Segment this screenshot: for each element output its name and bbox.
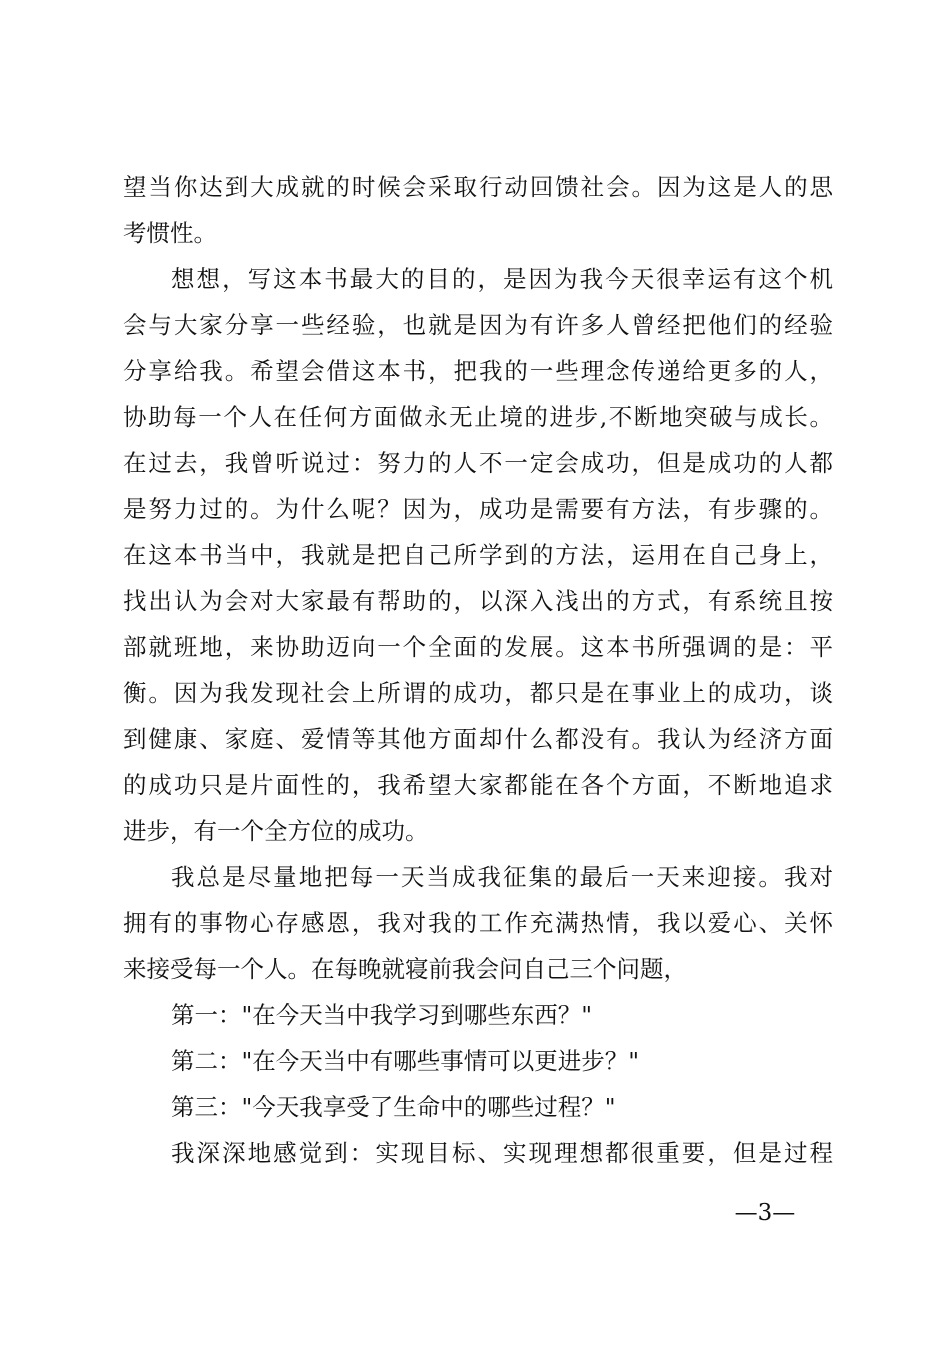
text-line: 会与大家分享一些经验，也就是因为有许多人曾经把他们的经验	[123, 311, 833, 339]
text-line: 考惯性。	[123, 219, 217, 247]
text-line: 望当你达到大成就的时候会采取行动回馈社会。因为这是人的思	[123, 173, 833, 201]
text-line: 找出认为会对大家最有帮助的，以深入浅出的方式，有系统且按	[123, 587, 833, 615]
text-line: 想想，写这本书最大的目的，是因为我今天很幸运有这个机	[171, 265, 833, 293]
text-line: 进步，有一个全方位的成功。	[123, 817, 429, 845]
text-line: 部就班地，来协助迈向一个全面的发展。这本书所强调的是：平	[123, 633, 833, 661]
text-line: 衡。因为我发现社会上所谓的成功，都只是在事业上的成功，谈	[123, 679, 833, 707]
text-line: 拥有的事物心存感恩，我对我的工作充满热情，我以爱心、关怀	[123, 909, 833, 937]
text-line: 分享给我。希望会借这本书，把我的一些理念传递给更多的人，	[123, 357, 833, 385]
text-line: 来接受每一个人。在每晚就寝前我会问自己三个问题，	[123, 955, 687, 983]
text-line: 第一："在今天当中我学习到哪些东西？"	[171, 1001, 593, 1029]
text-line: 在这本书当中，我就是把自己所学到的方法，运用在自己身上，	[123, 541, 833, 569]
text-line: 我总是尽量地把每一天当成我征集的最后一天来迎接。我对	[171, 863, 833, 891]
page-number: —3—	[734, 1200, 796, 1226]
text-line: 协助每一个人在任何方面做永无止境的进步,不断地突破与成长。	[123, 403, 833, 431]
text-line: 第二："在今天当中有哪些事情可以更进步？"	[171, 1047, 640, 1075]
text-line: 在过去，我曾听说过：努力的人不一定会成功，但是成功的人都	[123, 449, 833, 477]
text-line: 的成功只是片面性的，我希望大家都能在各个方面，不断地追求	[123, 771, 833, 799]
text-line: 第三："今天我享受了生命中的哪些过程？"	[171, 1093, 616, 1121]
text-line: 到健康、家庭、爱情等其他方面却什么都没有。我认为经济方面	[123, 725, 833, 753]
text-line: 我深深地感觉到：实现目标、实现理想都很重要，但是过程	[171, 1139, 833, 1167]
text-line: 是努力过的。为什么呢？因为，成功是需要有方法，有步骤的。	[123, 495, 833, 523]
body-text	[123, 164, 833, 1176]
